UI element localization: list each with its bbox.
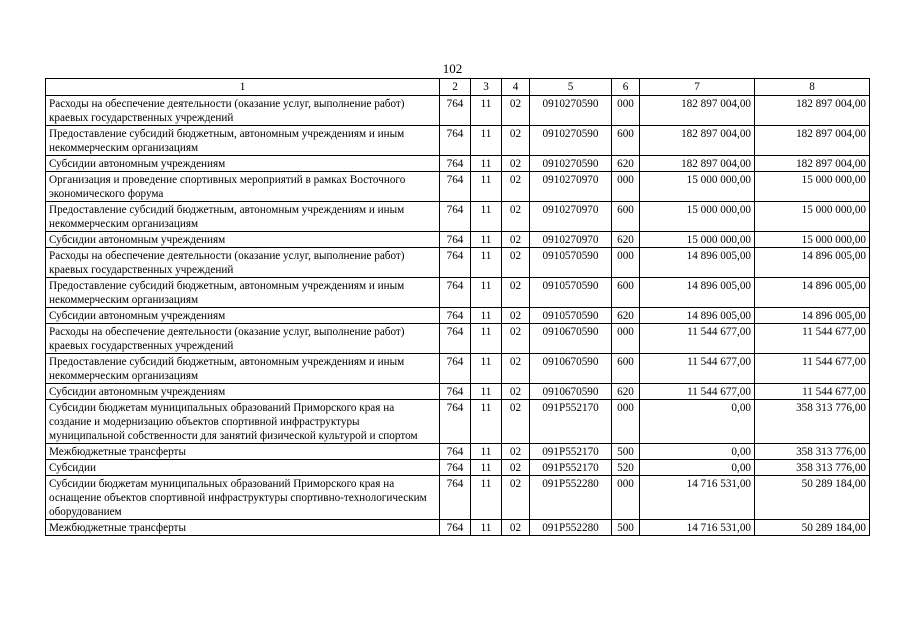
- amount-col7-cell: 14 716 531,00: [640, 476, 755, 520]
- expense-type-cell: 600: [612, 126, 640, 156]
- expense-type-cell: 000: [612, 172, 640, 202]
- page-number: 102: [442, 61, 463, 76]
- amount-col7-cell: 0,00: [640, 400, 755, 444]
- amount-col7-cell: 11 544 677,00: [640, 384, 755, 400]
- section-cell: 11: [471, 156, 502, 172]
- table-row: [46, 520, 870, 536]
- row-name-cell: Расходы на обеспечение деятельности (оказание услуг, выполнение работ) краевых государственных учреждений: [46, 324, 440, 354]
- table-body: [46, 96, 870, 536]
- amount-col8-cell: 358 313 776,00: [755, 400, 870, 444]
- row-name-cell: Субсидии автономным учреждениям: [46, 308, 440, 324]
- subsection-cell: 02: [502, 308, 530, 324]
- section-cell: 11: [471, 172, 502, 202]
- target-article-cell: 0910270970: [530, 172, 612, 202]
- subsection-cell: 02: [502, 232, 530, 248]
- expense-type-cell: 000: [612, 324, 640, 354]
- table-row: [46, 308, 870, 324]
- admin-code-cell: 764: [440, 308, 471, 324]
- target-article-cell: 091P552280: [530, 520, 612, 536]
- expense-type-cell: 000: [612, 96, 640, 126]
- amount-col8-cell: 182 897 004,00: [755, 126, 870, 156]
- table-row: [46, 354, 870, 384]
- table-row: [46, 460, 870, 476]
- expense-type-cell: 000: [612, 248, 640, 278]
- subsection-cell: 02: [502, 354, 530, 384]
- amount-col7-cell: 11 544 677,00: [640, 354, 755, 384]
- header-cell: 4: [502, 79, 530, 96]
- section-cell: 11: [471, 520, 502, 536]
- amount-col7-cell: 182 897 004,00: [640, 96, 755, 126]
- target-article-cell: 0910670590: [530, 384, 612, 400]
- amount-col8-cell: 15 000 000,00: [755, 202, 870, 232]
- row-name-cell: Расходы на обеспечение деятельности (оказание услуг, выполнение работ) краевых государственных учреждений: [46, 96, 440, 126]
- amount-col7-cell: 15 000 000,00: [640, 172, 755, 202]
- amount-col8-cell: 182 897 004,00: [755, 156, 870, 172]
- section-cell: 11: [471, 278, 502, 308]
- header-cell: 5: [530, 79, 612, 96]
- target-article-cell: 0910570590: [530, 308, 612, 324]
- header-cell: 8: [755, 79, 870, 96]
- table-row: [46, 476, 870, 520]
- header-cell: 6: [612, 79, 640, 96]
- subsection-cell: 02: [502, 248, 530, 278]
- amount-col8-cell: 11 544 677,00: [755, 384, 870, 400]
- admin-code-cell: 764: [440, 96, 471, 126]
- amount-col7-cell: 182 897 004,00: [640, 126, 755, 156]
- subsection-cell: 02: [502, 324, 530, 354]
- amount-col8-cell: 50 289 184,00: [755, 520, 870, 536]
- subsection-cell: 02: [502, 278, 530, 308]
- expense-type-cell: 620: [612, 384, 640, 400]
- row-name-cell: Предоставление субсидий бюджетным, автономным учреждениям и иным некоммерческим организациям: [46, 278, 440, 308]
- subsection-cell: 02: [502, 384, 530, 400]
- table-row: [46, 248, 870, 278]
- amount-col8-cell: 14 896 005,00: [755, 278, 870, 308]
- section-cell: 11: [471, 400, 502, 444]
- admin-code-cell: 764: [440, 156, 471, 172]
- target-article-cell: 0910570590: [530, 278, 612, 308]
- header-row: [46, 79, 870, 96]
- section-cell: 11: [471, 96, 502, 126]
- target-article-cell: 091P552170: [530, 460, 612, 476]
- table-row: [46, 96, 870, 126]
- row-name-cell: Субсидии автономным учреждениям: [46, 384, 440, 400]
- admin-code-cell: 764: [440, 476, 471, 520]
- subsection-cell: 02: [502, 520, 530, 536]
- target-article-cell: 091P552170: [530, 444, 612, 460]
- amount-col7-cell: 14 896 005,00: [640, 308, 755, 324]
- amount-col8-cell: 182 897 004,00: [755, 96, 870, 126]
- admin-code-cell: 764: [440, 126, 471, 156]
- target-article-cell: 0910670590: [530, 324, 612, 354]
- expense-type-cell: 000: [612, 400, 640, 444]
- section-cell: 11: [471, 202, 502, 232]
- row-name-cell: Организация и проведение спортивных мероприятий в рамках Восточного экономического форума: [46, 172, 440, 202]
- amount-col8-cell: 14 896 005,00: [755, 248, 870, 278]
- subsection-cell: 02: [502, 172, 530, 202]
- amount-col7-cell: 14 716 531,00: [640, 520, 755, 536]
- amount-col7-cell: 182 897 004,00: [640, 156, 755, 172]
- row-name-cell: Субсидии автономным учреждениям: [46, 232, 440, 248]
- amount-col8-cell: 50 289 184,00: [755, 476, 870, 520]
- row-name-cell: Предоставление субсидий бюджетным, автономным учреждениям и иным некоммерческим организациям: [46, 126, 440, 156]
- table-row: [46, 156, 870, 172]
- amount-col8-cell: 358 313 776,00: [755, 460, 870, 476]
- section-cell: 11: [471, 308, 502, 324]
- subsection-cell: 02: [502, 476, 530, 520]
- expense-type-cell: 620: [612, 156, 640, 172]
- section-cell: 11: [471, 232, 502, 248]
- section-cell: 11: [471, 476, 502, 520]
- admin-code-cell: 764: [440, 202, 471, 232]
- amount-col7-cell: 11 544 677,00: [640, 324, 755, 354]
- subsection-cell: 02: [502, 96, 530, 126]
- row-name-cell: Субсидии бюджетам муниципальных образований Приморского края на оснащение объектов спортивной инфраструктуры спортивно-технологическим оборудованием: [46, 476, 440, 520]
- table-row: [46, 400, 870, 444]
- target-article-cell: 091P552170: [530, 400, 612, 444]
- row-name-cell: Предоставление субсидий бюджетным, автономным учреждениям и иным некоммерческим организациям: [46, 354, 440, 384]
- table-row: [46, 172, 870, 202]
- expense-type-cell: 620: [612, 232, 640, 248]
- subsection-cell: 02: [502, 202, 530, 232]
- row-name-cell: Субсидии бюджетам муниципальных образований Приморского края на создание и модернизацию объектов спортивной инфраструктуры муниципальной собственности для занятий физической культурой и спортом: [46, 400, 440, 444]
- row-name-cell: Межбюджетные трансферты: [46, 444, 440, 460]
- header-cell: 1: [46, 79, 440, 96]
- section-cell: 11: [471, 126, 502, 156]
- row-name-cell: Субсидии автономным учреждениям: [46, 156, 440, 172]
- amount-col8-cell: 11 544 677,00: [755, 324, 870, 354]
- table-row: [46, 278, 870, 308]
- expense-type-cell: 620: [612, 308, 640, 324]
- admin-code-cell: 764: [440, 400, 471, 444]
- expense-type-cell: 600: [612, 354, 640, 384]
- amount-col7-cell: 14 896 005,00: [640, 248, 755, 278]
- budget-table: [45, 78, 870, 536]
- amount-col7-cell: 15 000 000,00: [640, 232, 755, 248]
- amount-col7-cell: 15 000 000,00: [640, 202, 755, 232]
- expense-type-cell: 600: [612, 278, 640, 308]
- header-cell: 2: [440, 79, 471, 96]
- admin-code-cell: 764: [440, 232, 471, 248]
- table-row: [46, 444, 870, 460]
- subsection-cell: 02: [502, 126, 530, 156]
- table-row: [46, 202, 870, 232]
- admin-code-cell: 764: [440, 460, 471, 476]
- row-name-cell: Межбюджетные трансферты: [46, 520, 440, 536]
- amount-col7-cell: 14 896 005,00: [640, 278, 755, 308]
- header-cell: 7: [640, 79, 755, 96]
- table-row: [46, 324, 870, 354]
- amount-col8-cell: 14 896 005,00: [755, 308, 870, 324]
- section-cell: 11: [471, 248, 502, 278]
- table-row: [46, 232, 870, 248]
- subsection-cell: 02: [502, 400, 530, 444]
- section-cell: 11: [471, 324, 502, 354]
- target-article-cell: 0910270590: [530, 126, 612, 156]
- target-article-cell: 091P552280: [530, 476, 612, 520]
- amount-col8-cell: 358 313 776,00: [755, 444, 870, 460]
- target-article-cell: 0910670590: [530, 354, 612, 384]
- amount-col7-cell: 0,00: [640, 444, 755, 460]
- amount-col7-cell: 0,00: [640, 460, 755, 476]
- target-article-cell: 0910270590: [530, 96, 612, 126]
- expense-type-cell: 000: [612, 476, 640, 520]
- admin-code-cell: 764: [440, 278, 471, 308]
- header-cell: 3: [471, 79, 502, 96]
- table-row: [46, 384, 870, 400]
- section-cell: 11: [471, 460, 502, 476]
- target-article-cell: 0910270970: [530, 202, 612, 232]
- admin-code-cell: 764: [440, 384, 471, 400]
- admin-code-cell: 764: [440, 324, 471, 354]
- expense-type-cell: 600: [612, 202, 640, 232]
- section-cell: 11: [471, 354, 502, 384]
- subsection-cell: 02: [502, 444, 530, 460]
- admin-code-cell: 764: [440, 172, 471, 202]
- target-article-cell: 0910270970: [530, 232, 612, 248]
- section-cell: 11: [471, 384, 502, 400]
- row-name-cell: Расходы на обеспечение деятельности (оказание услуг, выполнение работ) краевых государственных учреждений: [46, 248, 440, 278]
- expense-type-cell: 500: [612, 444, 640, 460]
- target-article-cell: 0910570590: [530, 248, 612, 278]
- amount-col8-cell: 15 000 000,00: [755, 172, 870, 202]
- expense-type-cell: 520: [612, 460, 640, 476]
- row-name-cell: Субсидии: [46, 460, 440, 476]
- amount-col8-cell: 15 000 000,00: [755, 232, 870, 248]
- target-article-cell: 0910270590: [530, 156, 612, 172]
- expense-type-cell: 500: [612, 520, 640, 536]
- admin-code-cell: 764: [440, 248, 471, 278]
- section-cell: 11: [471, 444, 502, 460]
- subsection-cell: 02: [502, 460, 530, 476]
- admin-code-cell: 764: [440, 520, 471, 536]
- admin-code-cell: 764: [440, 354, 471, 384]
- subsection-cell: 02: [502, 156, 530, 172]
- row-name-cell: Предоставление субсидий бюджетным, автономным учреждениям и иным некоммерческим организациям: [46, 202, 440, 232]
- amount-col8-cell: 11 544 677,00: [755, 354, 870, 384]
- table-row: [46, 126, 870, 156]
- admin-code-cell: 764: [440, 444, 471, 460]
